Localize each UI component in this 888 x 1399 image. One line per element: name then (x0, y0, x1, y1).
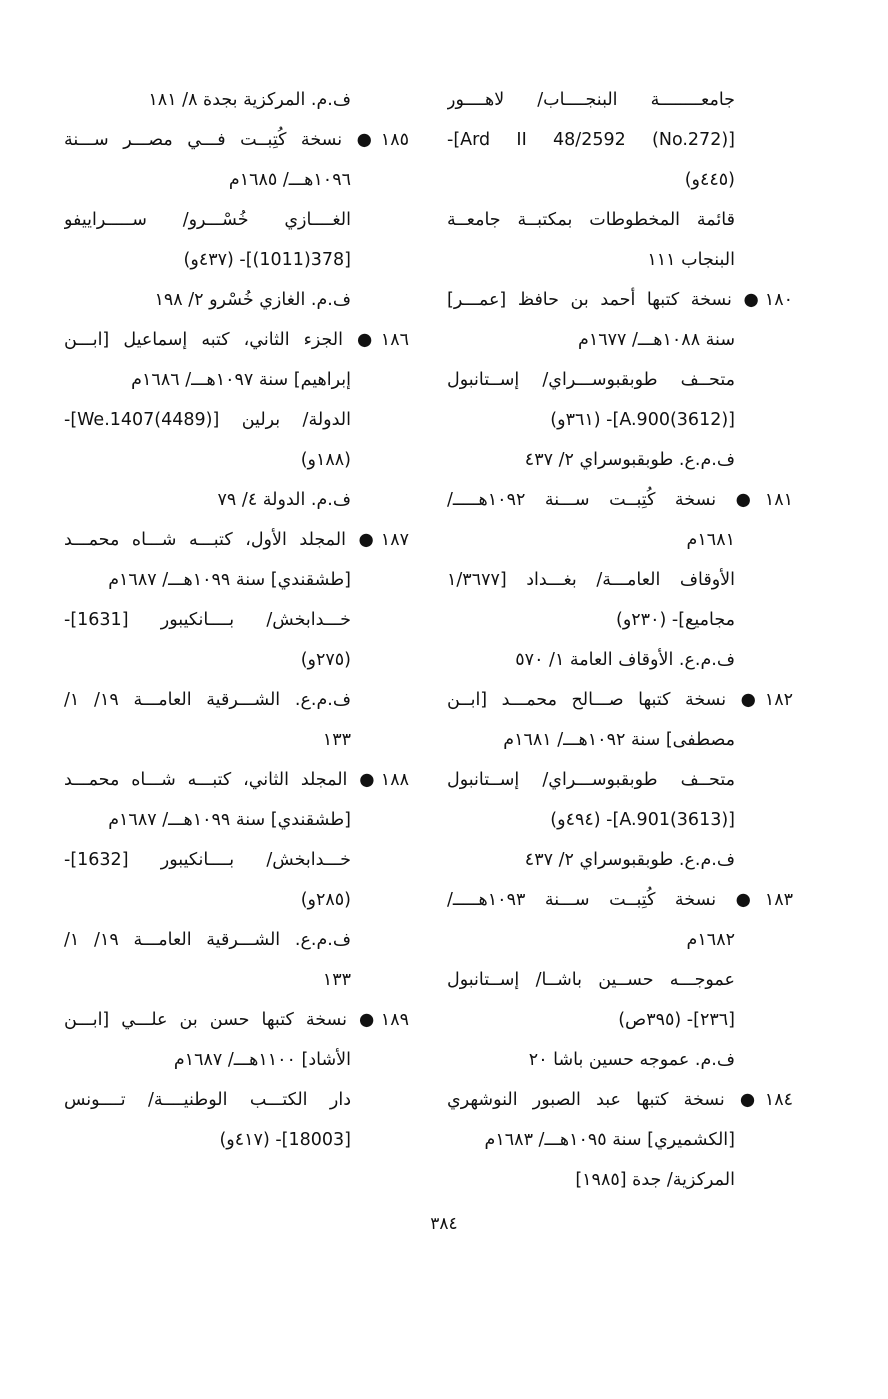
text-line: ١٨٧● المجلد الأول، كتبـــه شـــاه محمـــد (64, 530, 409, 550)
text-line: الأوقاف العامـــة/ بغـــداد [١/٣٦٧٧ (447, 570, 735, 590)
text-line: [18003]- (٤١٧و) (219, 1130, 351, 1150)
text-line: (١٨٨و) (300, 450, 351, 470)
text-line: [(3613)A.901]- (٤٩٤و) (550, 810, 735, 830)
text-line: ١٨٩● نسخة كتبها حسن بن علـــي [ابـــن (64, 1010, 409, 1030)
text-line: خـــدابخش/ بــــانكيبور [1631]- (64, 610, 351, 630)
text-line: سنة ١٠٨٨هـــ/ ١٦٧٧م (577, 330, 735, 350)
text-line: [طشقندي] سنة ١٠٩٩هـــ/ ١٦٨٧م (108, 810, 351, 830)
text-line: (٤٤٥و) (684, 170, 735, 190)
text-line: الغــــازي خُسْـــرو/ ســـــراييفو (64, 210, 351, 230)
text-line: ف.م.ع. طوبقبوسراي ٢/ ٤٣٧ (524, 850, 735, 870)
text-line: ف.م. عموجه حسين باشا ٢٠ (528, 1050, 735, 1070)
text-line: قائمة المخطوطات بمكتبــة جامعــة (447, 210, 735, 230)
text-line: [طشقندي] سنة ١٠٩٩هـــ/ ١٦٨٧م (108, 570, 351, 590)
text-line: (٢٨٥و) (300, 890, 351, 910)
text-line: ١٣٣ (322, 730, 351, 750)
text-line: ١٠٩٦هـــ/ ١٦٨٥م (228, 170, 351, 190)
text-line: المركزية/ جدة [١٩٨٥] (575, 1170, 735, 1190)
text-line: ف.م.ع. الشـــرقية العامـــة ١٩/ ١/ (64, 690, 351, 710)
text-line: ف.م.ع. الشـــرقية العامـــة ١٩/ ١/ (64, 930, 351, 950)
text-line: ١٨٤● نسخة كتبها عبد الصبور النوشهري (447, 1090, 793, 1110)
text-line: جامعــــــــة البنجــــاب/ لاهــــور (447, 90, 735, 110)
text-line: مجاميع]- (٢٣٠و) (616, 610, 735, 630)
text-line: [٢٣٦]- (٣٩٥ص) (618, 1010, 735, 1030)
text-line: إبراهيم] سنة ١٠٩٧هـــ/ ١٦٨٦م (131, 370, 351, 390)
text-line: ١٨٠● نسخة كتبها أحمد بن حافظ [عمـــر] (447, 290, 793, 310)
text-line: ف.م. الغازي خُسْرو ٢/ ١٩٨ (154, 290, 351, 310)
text-line: ١٨٣● نسخة كُتِبــت ســـنة ١٠٩٣هـــــ/ (447, 890, 793, 910)
text-line: ف.م.ع. الأوقاف العامة ١/ ٥٧٠ (515, 650, 735, 670)
text-line: [378(1011)]- (٤٣٧و) (183, 250, 351, 270)
text-line: خـــدابخش/ بــــانكيبور [1632]- (64, 850, 351, 870)
text-line: ١٣٣ (322, 970, 351, 990)
right-column (447, 80, 793, 1200)
text-line: متحــف طوبقبوســـراي/ إســتانبول (447, 770, 735, 790)
text-line: الأشاد] ١١٠٠هـــ/ ١٦٨٧م (173, 1050, 351, 1070)
text-line: الدولة/ برلين [We.1407(4489)]- (64, 410, 351, 430)
text-line: ١٨٥● نسخة كُتِبــت فـــي مصـــر ســـنة (64, 130, 409, 150)
text-line: ١٨٦● الجزء الثاني، كتبه إسماعيل [ابـــن (64, 330, 409, 350)
text-line: البنجاب ١١١ (647, 250, 735, 270)
text-line: دار الكتـــب الوطنيــــة/ تــــونس (64, 1090, 351, 1110)
text-line: ف.م. المركزية بجدة ٨/ ١٨١ (148, 90, 351, 110)
text-line: مصطفى] سنة ١٠٩٢هـــ/ ١٦٨١م (503, 730, 735, 750)
left-column (64, 80, 409, 1160)
text-line: عموجـــه حســين باشــا/ إســتانبول (447, 970, 735, 990)
text-line: [(No.272) Ard II 48/2592]- (447, 130, 735, 150)
text-line: (٢٧٥و) (300, 650, 351, 670)
text-line: متحــف طوبقبوســـراي/ إســتانبول (447, 370, 735, 390)
page-number: ٣٨٤ (430, 1214, 458, 1234)
text-line: ف.م. الدولة ٤/ ٧٩ (217, 490, 351, 510)
text-line: ١٨٨● المجلد الثاني، كتبـــه شـــاه محمـــد (64, 770, 409, 790)
text-line: [(3612)A.900]- (٣٦١و) (550, 410, 735, 430)
text-line: ١٨١● نسخة كُتِبــت ســـنة ١٠٩٢هـــــ/ (447, 490, 793, 510)
text-line: [الكشميري] سنة ١٠٩٥هـــ/ ١٦٨٣م (484, 1130, 735, 1150)
text-line: ١٦٨٢م (686, 930, 735, 950)
text-line: ف.م.ع. طوبقبوسراي ٢/ ٤٣٧ (524, 450, 735, 470)
text-line: ١٨٢● نسخة كتبها صـــالح محمـــد [ابــن (447, 690, 793, 710)
text-line: ١٦٨١م (686, 530, 735, 550)
